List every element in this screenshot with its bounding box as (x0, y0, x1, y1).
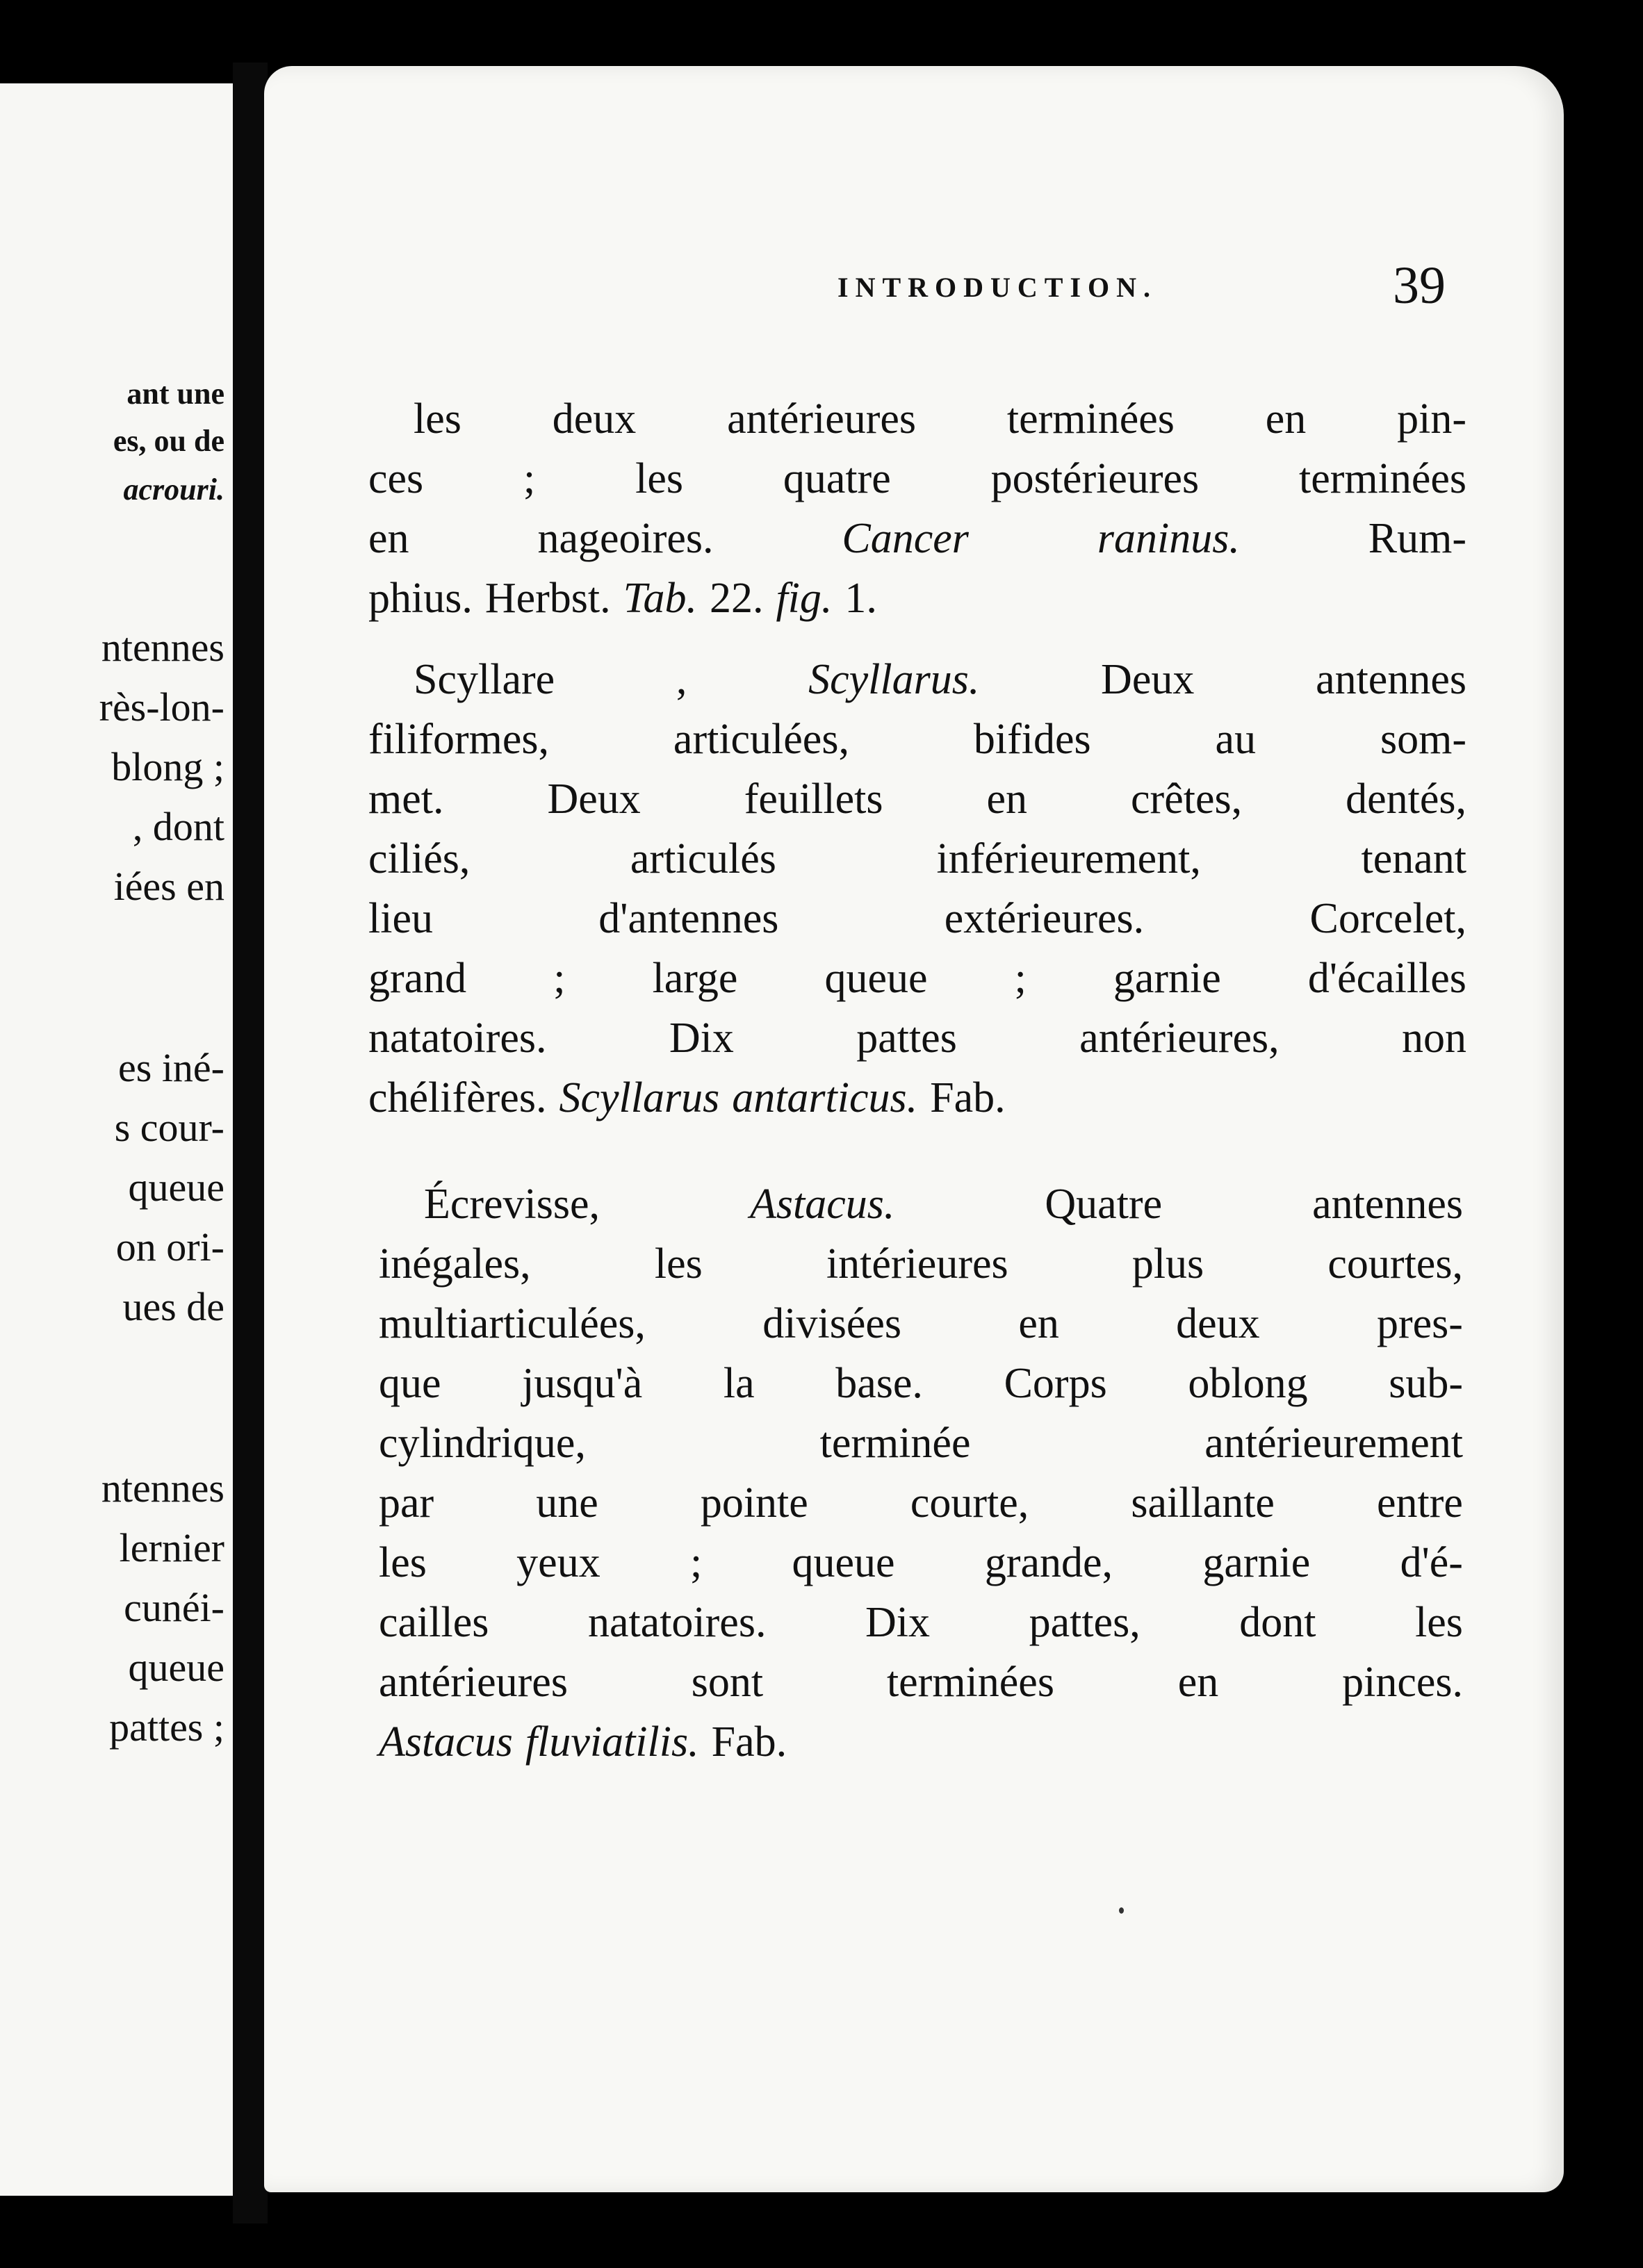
word: ; (523, 455, 536, 502)
word: ; (553, 955, 566, 1002)
word: Cancer (842, 515, 969, 562)
word: dentés, (1346, 775, 1466, 823)
left-facing-page (0, 83, 240, 2196)
book-gutter (233, 63, 268, 2224)
word: grand (368, 955, 467, 1002)
text-line (379, 1473, 1463, 1533)
word: cylindrique, (379, 1420, 586, 1467)
word: Corcelet, (1309, 895, 1466, 942)
left-page-line: lernier (119, 1525, 224, 1570)
word: cailles (379, 1599, 489, 1646)
word: articulés (630, 835, 776, 882)
word: Herbst. (484, 575, 611, 622)
left-page-line: queue (128, 1645, 224, 1690)
word: les (654, 1240, 703, 1288)
word: d'écailles (1307, 955, 1466, 1002)
text-line (379, 1234, 1463, 1294)
word: terminées (1298, 455, 1466, 502)
word: natatoires. (587, 1599, 767, 1646)
word: phius. (368, 575, 473, 622)
text-line (379, 1294, 1463, 1354)
word: ces (368, 455, 424, 502)
text-line (368, 948, 1466, 1008)
word: en (1018, 1300, 1059, 1347)
running-head (570, 256, 1446, 327)
word: garnie (1202, 1539, 1311, 1586)
word: inégales, (379, 1240, 531, 1288)
word: fluviatilis. (525, 1718, 699, 1766)
word: ; (690, 1539, 703, 1586)
word: terminées (1006, 395, 1175, 443)
word: deux (552, 395, 637, 443)
word: fig. (776, 575, 833, 622)
paragraph-ecrevisse (379, 1174, 1463, 1772)
left-page-line: ntennes (101, 625, 224, 670)
word: pinces. (1342, 1659, 1463, 1706)
left-page-line: cunéi- (124, 1585, 224, 1630)
word: deux (1176, 1300, 1260, 1347)
word: plus (1131, 1240, 1204, 1288)
word: les (414, 395, 461, 443)
word: sub- (1389, 1360, 1463, 1407)
word: d'é- (1400, 1539, 1463, 1586)
text-line (379, 1593, 1463, 1652)
word: Dix (669, 1014, 734, 1062)
text-line (368, 889, 1466, 948)
word: oblong (1188, 1360, 1308, 1407)
word: en (1177, 1659, 1219, 1706)
word: pattes, (1029, 1599, 1141, 1646)
word: antérieures (727, 395, 917, 443)
text-line (368, 509, 1466, 568)
word: d'antennes (598, 895, 779, 942)
text-line (368, 449, 1466, 509)
word: divisées (762, 1300, 901, 1347)
word: feuillets (744, 775, 883, 823)
word: postérieures (990, 455, 1200, 502)
word: Astacus (379, 1718, 513, 1766)
word: raninus. (1097, 515, 1240, 562)
word: chélifères. (368, 1074, 547, 1121)
word: Scyllarus (559, 1074, 720, 1121)
word: Corps (1004, 1360, 1107, 1407)
word: quatre (783, 455, 891, 502)
word: large (652, 955, 738, 1002)
word: non (1401, 1014, 1466, 1062)
word: Écrevisse, (424, 1181, 600, 1228)
word: 22. (709, 575, 764, 622)
word: garnie (1113, 955, 1221, 1002)
word: yeux (516, 1539, 600, 1586)
word: Astacus. (750, 1181, 895, 1228)
word: terminées (886, 1659, 1054, 1706)
left-page-line: ntennes (101, 1465, 224, 1511)
word: antennes (1312, 1181, 1463, 1228)
paper-speck (1119, 1907, 1124, 1914)
left-page-line: s cour- (114, 1105, 224, 1150)
word: lieu (368, 895, 433, 942)
text-line (368, 389, 1466, 449)
text-line (379, 1354, 1463, 1413)
text-line (368, 650, 1466, 709)
text-line (379, 1652, 1463, 1712)
left-page-line: es, ou de (113, 424, 224, 458)
word: antérieurement (1204, 1420, 1463, 1467)
word: pattes (856, 1014, 957, 1062)
paragraph-scyllare (368, 650, 1466, 1128)
word: Scyllarus. (808, 656, 980, 703)
word: intérieures (826, 1240, 1008, 1288)
text-line (368, 1008, 1466, 1068)
left-page-line: on ori- (115, 1224, 224, 1269)
word: grande, (984, 1539, 1113, 1586)
left-page-line: ant une (126, 377, 224, 411)
text-line (368, 1068, 1466, 1128)
word: nageoires. (537, 515, 714, 562)
word: antérieures (379, 1659, 568, 1706)
word: Rum- (1368, 515, 1466, 562)
left-page-line: , dont (132, 804, 224, 849)
word: antennes (1316, 656, 1466, 703)
word: la (723, 1360, 755, 1407)
word: sont (691, 1659, 764, 1706)
text-line (368, 568, 1466, 628)
word: , (676, 656, 687, 703)
word: par (379, 1479, 434, 1527)
left-page-line: blong ; (111, 744, 224, 789)
left-page-line: iées en (113, 864, 224, 909)
word: antarticus. (732, 1074, 918, 1121)
word: jusqu'à (522, 1360, 643, 1407)
word: Tab. (623, 575, 697, 622)
word: ; (1014, 955, 1027, 1002)
left-page-line: es iné- (118, 1045, 224, 1090)
word: les (1415, 1599, 1463, 1646)
word: les (635, 455, 683, 502)
left-page-line: pattes ; (109, 1704, 224, 1750)
word: filiformes, (368, 716, 549, 763)
word: Deux (547, 775, 641, 823)
word: en (368, 515, 409, 562)
word: queue (792, 1539, 895, 1586)
word: queue (824, 955, 928, 1002)
word: que (379, 1360, 441, 1407)
word: Dix (865, 1599, 931, 1646)
word: som- (1380, 716, 1466, 763)
word: Fab. (711, 1718, 787, 1766)
text-line (368, 769, 1466, 829)
word: courtes, (1327, 1240, 1463, 1288)
word: en (986, 775, 1028, 823)
word: met. (368, 775, 444, 823)
word: extérieures. (944, 895, 1145, 942)
word: antérieures, (1079, 1014, 1280, 1062)
word: bifides (973, 716, 1091, 763)
word: Quatre (1045, 1181, 1163, 1228)
word: les (379, 1539, 427, 1586)
word: Scyllare (414, 656, 555, 703)
word: en (1265, 395, 1307, 443)
word: terminée (819, 1420, 971, 1467)
word: Fab. (930, 1074, 1006, 1121)
text-line (379, 1413, 1463, 1473)
word: pres- (1377, 1300, 1463, 1347)
word: ciliés, (368, 835, 471, 882)
word: base. (835, 1360, 923, 1407)
word: tenant (1361, 835, 1466, 882)
text-line (379, 1174, 1463, 1234)
left-page-line: rès-lon- (99, 684, 224, 730)
word: Deux (1101, 656, 1195, 703)
word: multiarticulées, (379, 1300, 646, 1347)
word: natatoires. (368, 1014, 547, 1062)
word: saillante (1131, 1479, 1275, 1527)
paragraph-cancer (368, 389, 1466, 628)
word: au (1215, 716, 1257, 763)
text-line (379, 1533, 1463, 1593)
text-line (368, 829, 1466, 889)
page-number: 39 (1393, 256, 1446, 315)
word: dont (1239, 1599, 1316, 1646)
left-page-line: queue (128, 1165, 224, 1210)
word: courte, (910, 1479, 1029, 1527)
word: 1. (844, 575, 877, 622)
text-line (368, 709, 1466, 769)
running-head-title: INTRODUCTION. (837, 272, 1158, 303)
book-page (264, 66, 1564, 2192)
word: une (536, 1479, 598, 1527)
text-line (379, 1712, 1463, 1772)
word: crêtes, (1131, 775, 1243, 823)
word: entre (1377, 1479, 1463, 1527)
word: pin- (1397, 395, 1466, 443)
word: articulées, (673, 716, 849, 763)
word: pointe (700, 1479, 808, 1527)
word: inférieurement, (936, 835, 1201, 882)
left-page-line: acrouri. (123, 472, 224, 507)
left-page-line: ues de (122, 1284, 224, 1329)
